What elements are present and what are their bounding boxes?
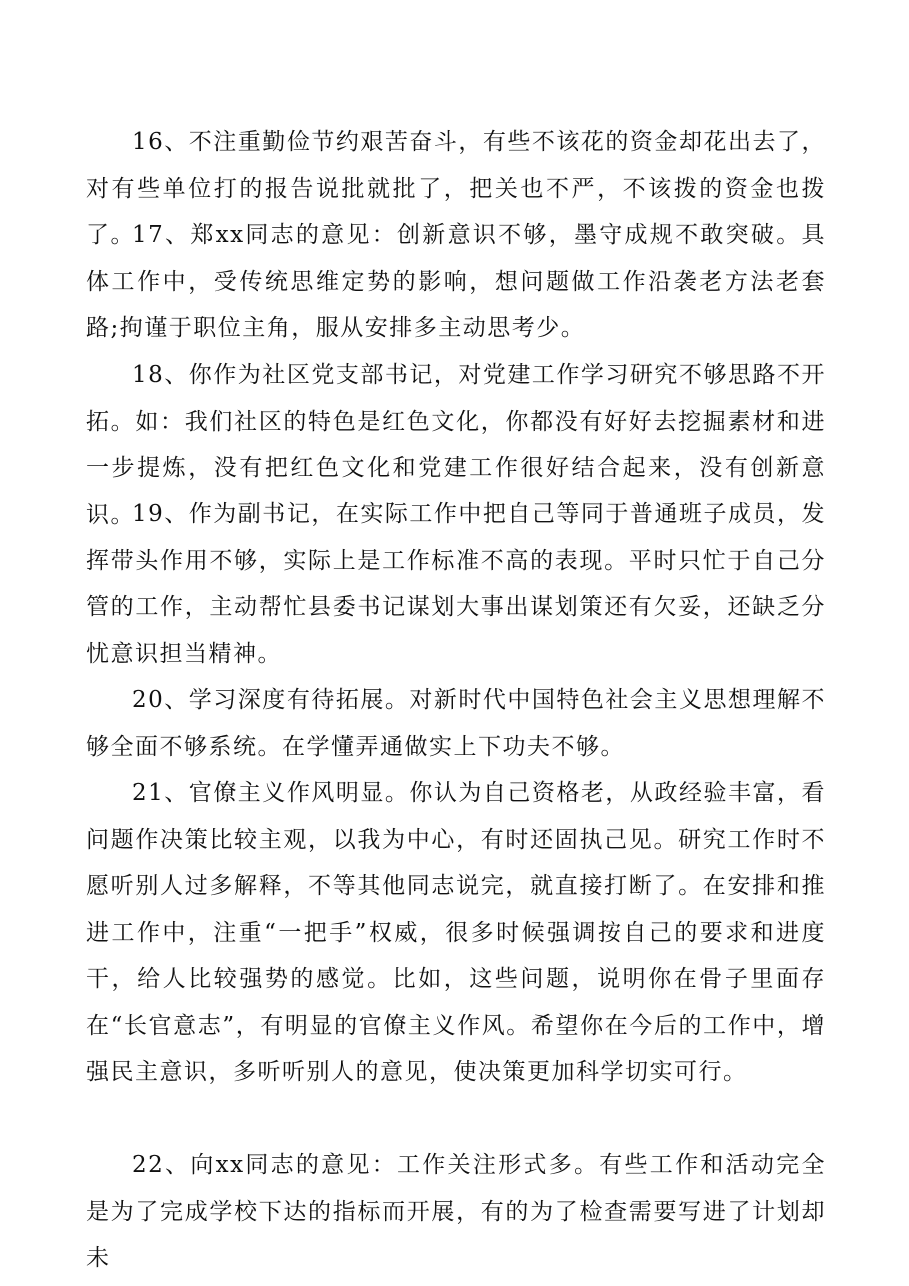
paragraph-22: 22、向xx同志的意见：工作关注形式多。有些工作和活动完全是为了完成学校下达的指标而开展，有的为了检查需要写进了计划却未 <box>86 1152 826 1271</box>
paragraph-21: 21、官僚主义作风明显。你认为自己资格老，从政经验丰富，看问题作决策比较主观，以我为中心，有时还固执己见。研究工作时不愿听别人过多解释，不等其他同志说完，就直接打断了。在安排和推进工作中，注重“一把手”权威，很多时候强调按自己的要求和进度干，给人比较强势的感觉。比如，这些问题，说明你在骨子里面存在“长官意志”，有明显的官僚主义作风。希望你在今后的工作中，增强民主意识，多听听别人的意见，使决策更加科学切实可行。 <box>86 780 826 1085</box>
paragraph-17: 17、郑xx同志的意见：创新意识不够，墨守成规不敢突破。具体工作中，受传统思维定势的影响，想问题做工作沿袭老方法老套路;拘谨于职位主角，服从安排多主动思考少。 <box>86 222 826 341</box>
paragraph-16: 16、不注重勤俭节约艰苦奋斗，有些不该花的资金却花出去了，对有些单位打的报告说批就批了，把关也不严，不该拨的资金也拨了。 <box>86 129 826 248</box>
paragraph-18: 18、你作为社区党支部书记，对党建工作学习研究不够思路不开拓。如：我们社区的特色是红色文化，你都没有好好去挖掘素材和进一步提炼，没有把红色文化和党建工作很好结合起来，没有创新意识。 <box>86 362 826 528</box>
document-body <box>86 119 826 1271</box>
paragraph-20: 20、学习深度有待拓展。对新时代中国特色社会主义思想理解不够全面不够系统。在学懂弄通做实上下功夫不够。 <box>86 687 826 760</box>
paragraph-19: 19、作为副书记，在实际工作中把自己等同于普通班子成员，发挥带头作用不够，实际上是工作标准不高的表现。平时只忙于自己分管的工作，主动帮忙县委书记谋划大事出谋划策还有欠妥，还缺乏分忧意识担当精神。 <box>86 501 826 667</box>
